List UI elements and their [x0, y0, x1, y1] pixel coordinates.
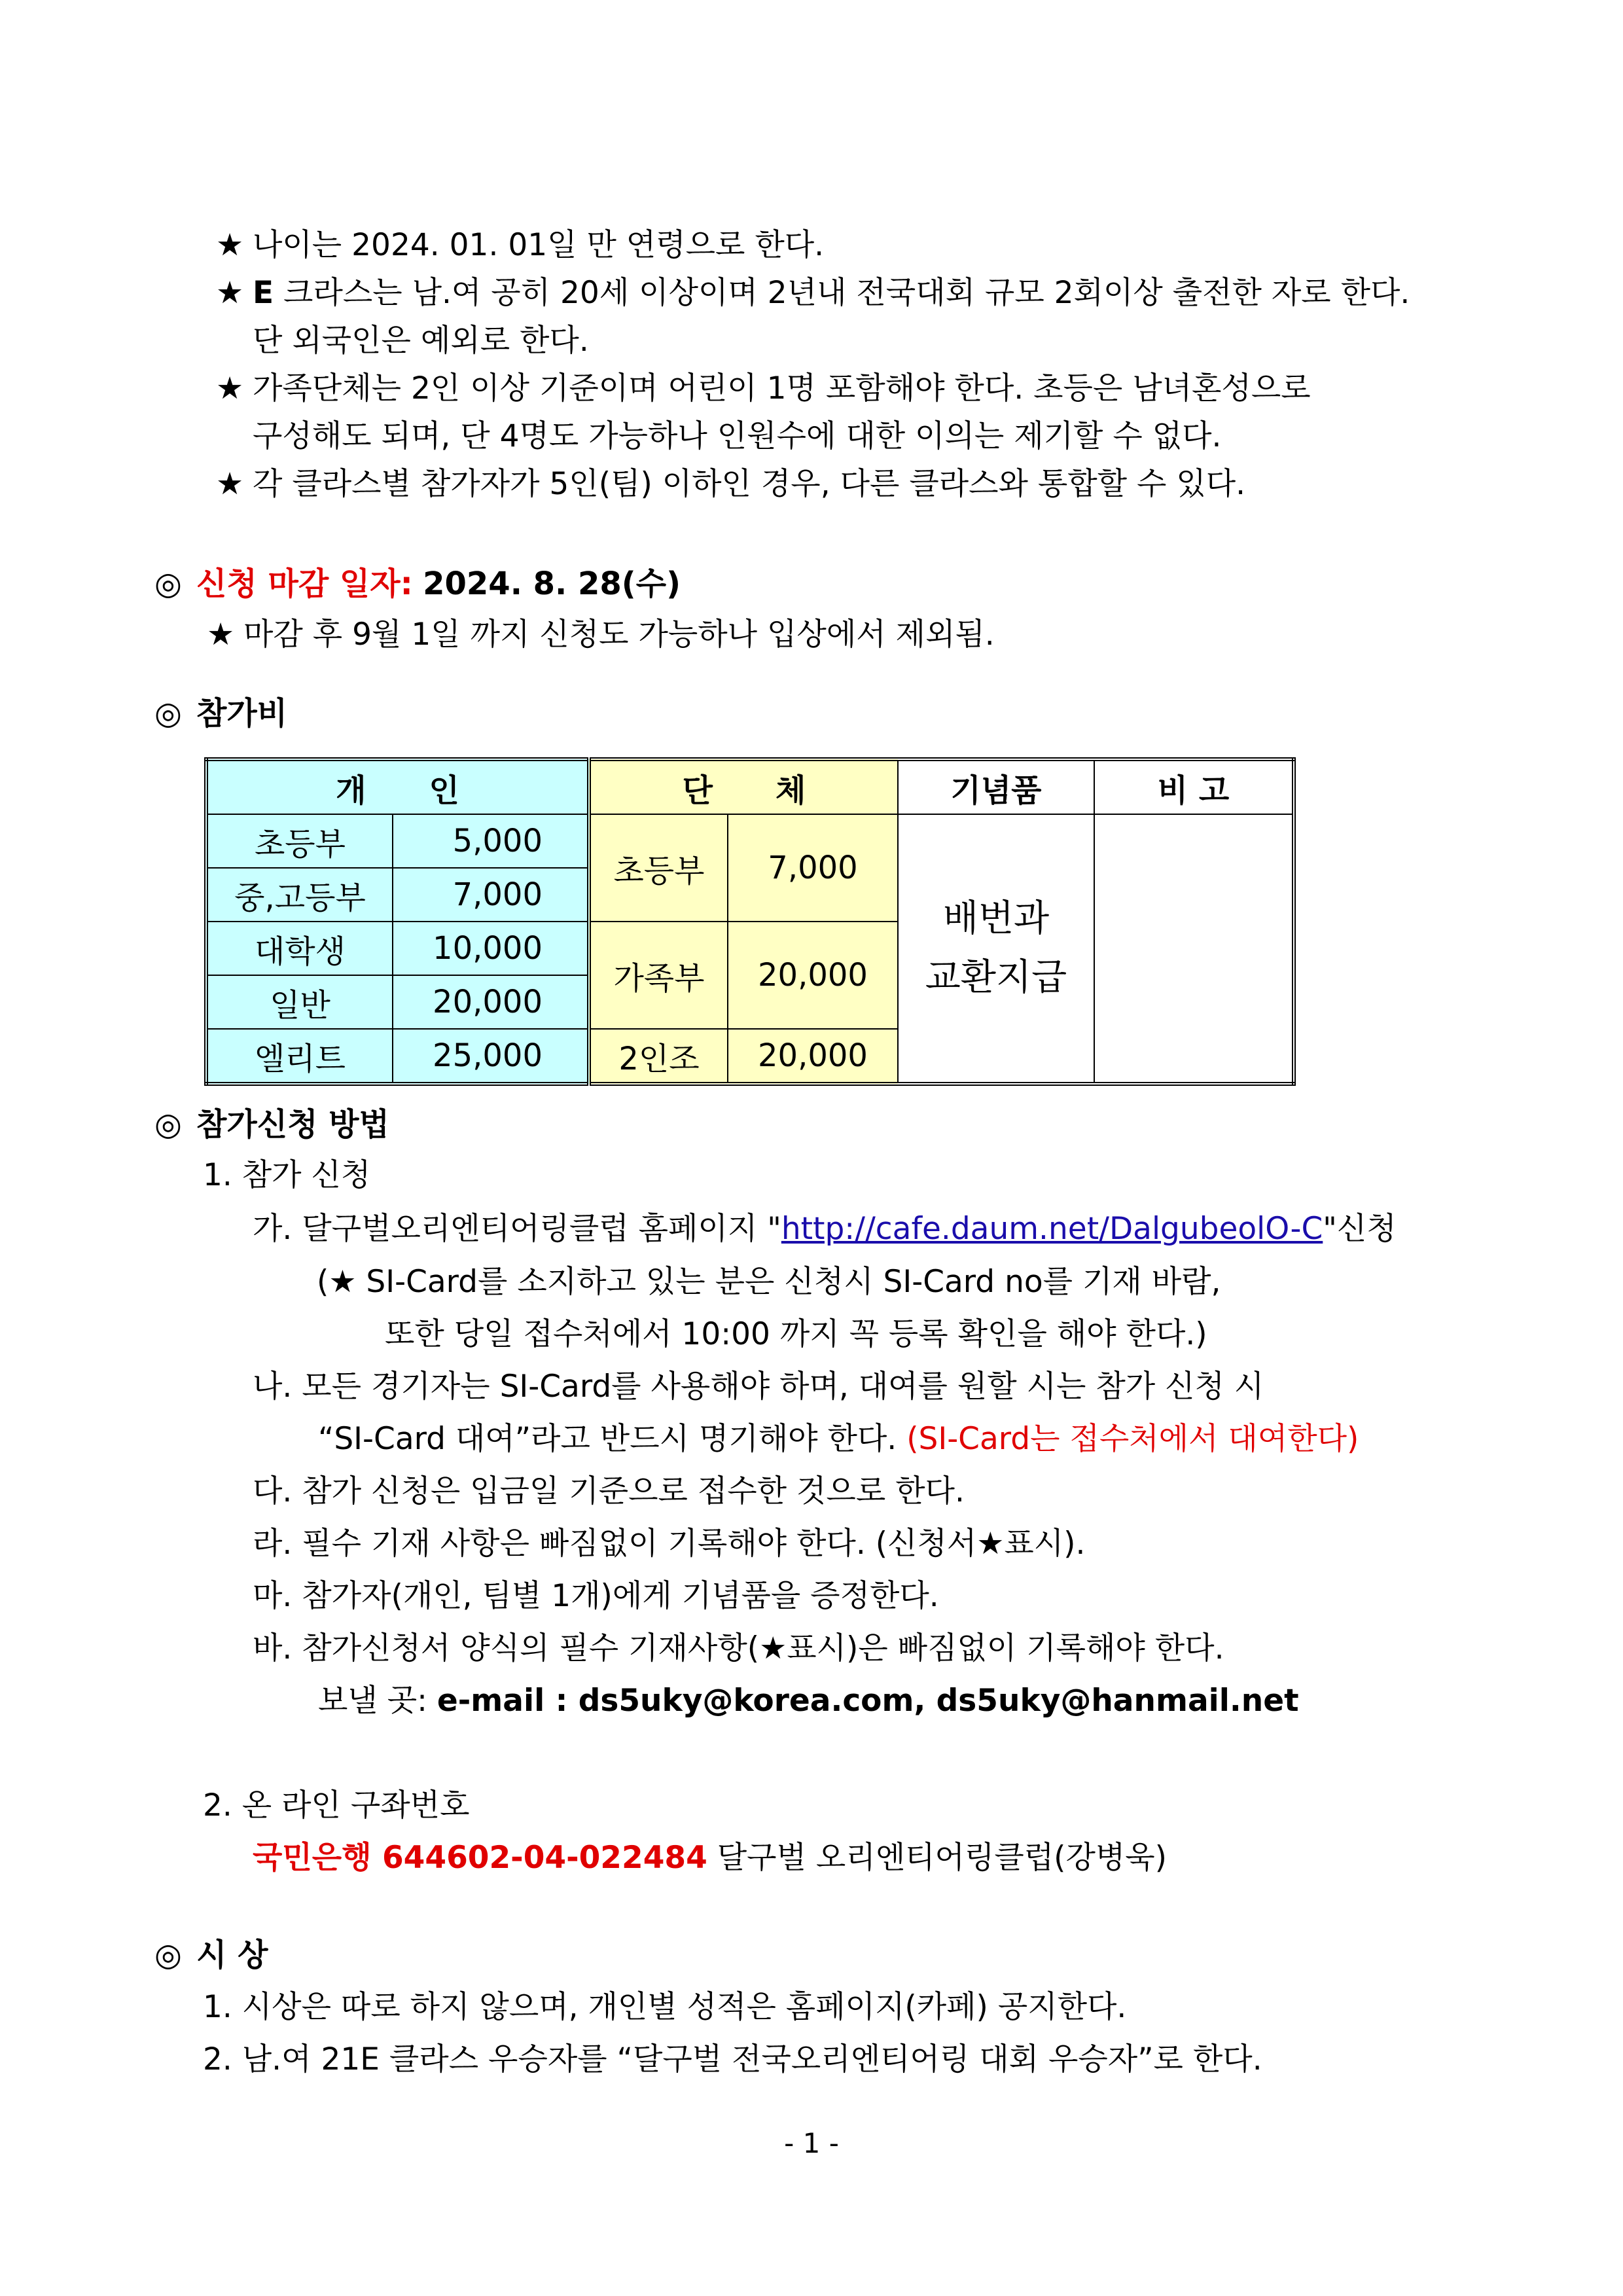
header-group: 단 체: [589, 759, 898, 814]
individual-amount: 10,000: [393, 922, 589, 975]
award-line2: 2. 남.여 21E 클라스 우승자를 “달구벌 전국오리엔티어링 대회 우승자”로 한다.: [203, 2041, 1262, 2077]
method-a: 가. 달구벌오리엔티어링클럽 홈페이지 "http://cafe.daum.net/DalgubeolO-C"신청: [253, 1211, 1397, 1247]
send-to: 보낼 곳: e-mail : ds5uky@korea.com, ds5uky@hanmail.net: [318, 1683, 1299, 1719]
homepage-link[interactable]: http://cafe.daum.net/DalgubeolO-C: [781, 1211, 1323, 1247]
method-c: 다. 참가 신청은 입금일 기준으로 접수한 것으로 한다.: [253, 1473, 965, 1509]
bank-account-number: 국민은행 644602-04-022484: [253, 1840, 707, 1876]
page-number: - 1 -: [784, 2127, 839, 2159]
header-individual: 개 인: [206, 759, 589, 814]
double-circle-icon: ◎: [154, 1106, 182, 1143]
star-icon: ★: [216, 227, 244, 263]
rule-3: ★ 가족단체는 2인 이상 기준이며 어린이 1명 포함해야 한다. 초등은 남녀혼성으로: [216, 369, 1311, 408]
group-amount: 20,000: [728, 922, 898, 1029]
group-amount: 7,000: [728, 814, 898, 922]
method-heading: ◎ 참가신청 방법: [154, 1106, 389, 1143]
method-b: 나. 모든 경기자는 SI-Card를 사용해야 하며, 대여를 원할 시는 참가 신청 시: [253, 1369, 1264, 1405]
remark-cell: [1094, 814, 1294, 1084]
email-addresses: e-mail : ds5uky@korea.com, ds5uky@hanmail.net: [437, 1683, 1299, 1719]
group-category: 가족부: [589, 922, 728, 1029]
method-e: 마. 참가자(개인, 팀별 1개)에게 기념품을 증정한다.: [253, 1578, 939, 1614]
star-icon: ★: [207, 617, 235, 653]
individual-amount: 20,000: [393, 975, 589, 1029]
bank-account: 국민은행 644602-04-022484 달구벌 오리엔티어링클럽(강병욱): [253, 1840, 1168, 1876]
star-icon: ★: [216, 275, 244, 311]
individual-amount: 25,000: [393, 1029, 589, 1084]
header-souvenir: 기념품: [898, 759, 1094, 814]
individual-category: 일반: [206, 975, 393, 1029]
star-icon: ★: [216, 466, 244, 502]
deadline-note: ★ 마감 후 9월 1일 까지 신청도 가능하나 입상에서 제외됨.: [207, 615, 995, 655]
rule-1: ★ 나이는 2024. 01. 01일 만 연령으로 한다.: [216, 226, 824, 265]
rule-4: ★ 각 클라스별 참가자가 5인(팀) 이하인 경우, 다른 클라스와 통합할 수 있다.: [216, 465, 1245, 504]
award-heading: ◎ 시 상: [154, 1937, 268, 1973]
rule-3-cont: 구성해도 되며, 단 4명도 가능하나 인원수에 대한 이의는 제기할 수 없다.: [253, 418, 1222, 454]
group-category: 초등부: [589, 814, 728, 922]
method-d: 라. 필수 기재 사항은 빠짐없이 기록해야 한다. (신청서★표시).: [253, 1526, 1086, 1562]
souvenir-cell: 배번과 교환지급: [898, 814, 1094, 1084]
individual-category: 초등부: [206, 814, 393, 868]
individual-category: 중,고등부: [206, 868, 393, 922]
individual-amount: 5,000: [393, 814, 589, 868]
method-sub1: 1. 참가 신청: [203, 1157, 371, 1193]
header-remark: 비 고: [1094, 759, 1294, 814]
award-line1: 1. 시상은 따로 하지 않으며, 개인별 성적은 홈페이지(카페) 공지한다.: [203, 1989, 1127, 2025]
double-circle-icon: ◎: [154, 565, 182, 602]
double-circle-icon: ◎: [154, 695, 182, 732]
fee-table: [204, 757, 1296, 1086]
deadline-heading: ◎ 신청 마감 일자: 2024. 8. 28(수): [154, 565, 681, 602]
method-a-note2: 또한 당일 접수처에서 10:00 까지 꼭 등록 확인을 해야 한다.): [385, 1316, 1207, 1352]
individual-category: 대학생: [206, 922, 393, 975]
star-icon: ★: [216, 370, 244, 406]
group-amount: 20,000: [728, 1029, 898, 1084]
fee-heading: ◎ 참가비: [154, 695, 288, 732]
rule-2: ★ E 크라스는 남.여 공히 20세 이상이며 2년내 전국대회 규모 2회이상 출전한 자로 한다.: [216, 274, 1410, 313]
rule-2-cont: 단 외국인은 예외로 한다.: [253, 323, 589, 359]
individual-amount: 7,000: [393, 868, 589, 922]
method-f: 바. 참가신청서 양식의 필수 기재사항(★표시)은 빠짐없이 기록해야 한다.: [253, 1630, 1224, 1666]
method-sub2: 2. 온 라인 구좌번호: [203, 1787, 470, 1823]
method-a-note1: (★ SI-Card를 소지하고 있는 분은 신청시 SI-Card no를 기재 바람,: [317, 1264, 1221, 1300]
method-b-cont: “SI-Card 대여”라고 반드시 명기해야 한다. (SI-Card는 접수처에서 대여한다): [318, 1421, 1359, 1457]
group-category: 2인조: [589, 1029, 728, 1084]
individual-category: 엘리트: [206, 1029, 393, 1084]
double-circle-icon: ◎: [154, 1937, 182, 1973]
